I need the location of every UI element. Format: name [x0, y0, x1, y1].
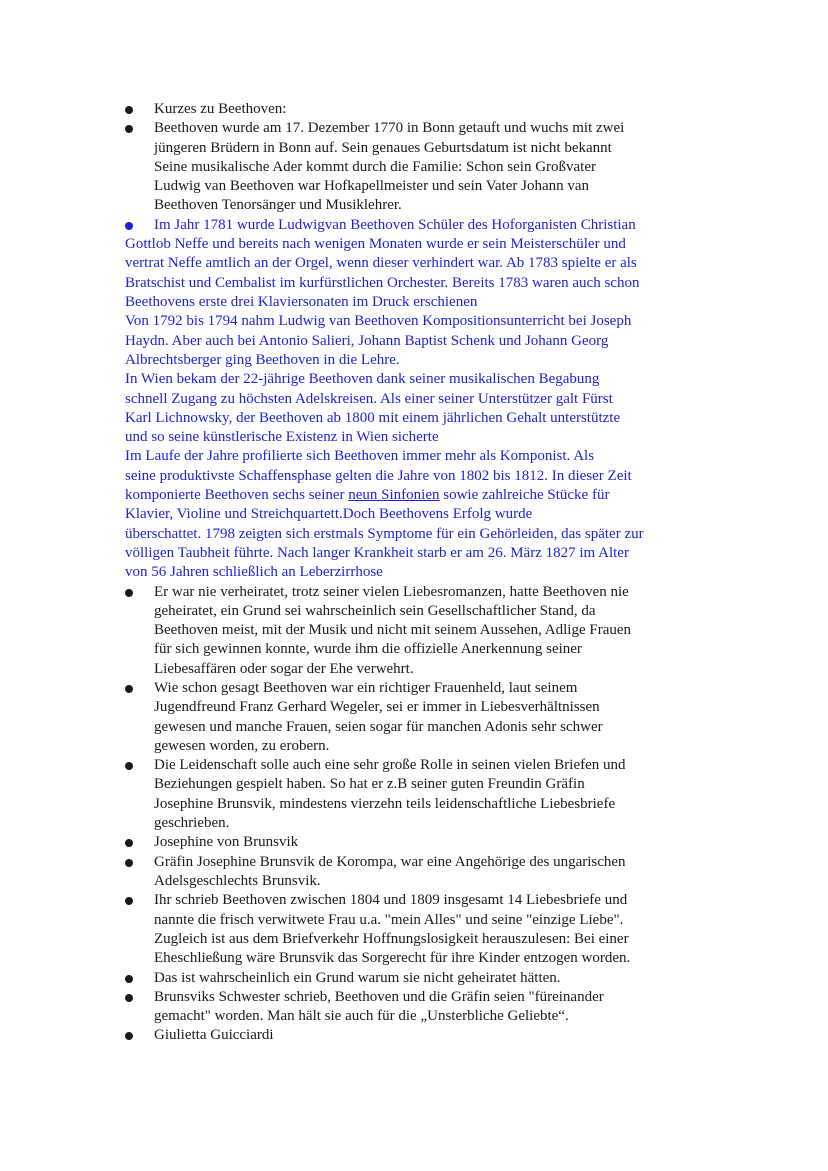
bullet-text: [154, 1026, 705, 1045]
bullet-text: [154, 679, 705, 756]
paragraph-line: schnell Zugang zu höchsten Adelskreisen. Als einer seiner Unterstützer galt Fürst: [125, 390, 613, 407]
bullet-item-blue: [125, 216, 705, 235]
paragraph-line: Albrechtsberger ging Beethoven in die Lehre.: [125, 351, 400, 368]
bullet-icon: [125, 106, 133, 114]
text-line: geschrieben.: [154, 815, 230, 832]
bullet-text: [154, 583, 705, 679]
text-line: Beethoven Tenorsänger und Musiklehrer.: [154, 197, 402, 214]
bullet-text: [154, 100, 705, 119]
bullet-text: [154, 853, 705, 892]
bullet-icon: [125, 897, 133, 905]
text-line: geheiratet, ein Grund sei wahrscheinlich sein Gesellschaftlicher Stand, da: [154, 602, 596, 619]
bullet-icon: [125, 839, 133, 847]
paragraph-line: überschattet. 1798 zeigten sich erstmals Symptome für ein Gehörleiden, das später zur: [125, 525, 644, 542]
paragraph-line: Gottlob Neffe und bereits nach wenigen Monaten wurde er sein Meisterschüler und: [125, 236, 626, 253]
bullet-text: [154, 119, 705, 215]
bullet-item: [125, 969, 705, 988]
text-line: Beethoven wurde am 17. Dezember 1770 in Bonn getauft und wuchs mit zwei: [154, 120, 625, 137]
text-line: Ludwig van Beethoven war Hofkapellmeister und sein Vater Johann van: [154, 178, 590, 195]
bullet-item: [125, 100, 705, 119]
paragraph-line: Haydn. Aber auch bei Antonio Salieri, Johann Baptist Schenk und Johann Georg: [125, 332, 609, 349]
paragraph-line: vertrat Neffe amtlich an der Orgel, wenn dieser verhindert war. Ab 1783 spielte er als: [125, 255, 637, 272]
bullet-item: [125, 1026, 705, 1045]
bullet-item: [125, 833, 705, 852]
bullet-text: [154, 891, 705, 968]
bullet-icon: [125, 125, 133, 133]
bullet-item: [125, 853, 705, 892]
text-line: Beziehungen gespielt haben. So hat er z.B seiner guten Freundin Gräfin: [154, 776, 585, 793]
text-line: Zugleich ist aus dem Briefverkehr Hoffnungslosigkeit herauszulesen: Bei einer: [154, 930, 629, 947]
bullet-text: [154, 756, 705, 833]
paragraph-line: [125, 486, 715, 505]
text-span: sowie zahlreiche Stücke für: [439, 487, 610, 503]
bullet-item: [125, 756, 705, 833]
text-line: Er war nie verheiratet, trotz seiner vielen Liebesromanzen, hatte Beethoven nie: [154, 583, 629, 600]
text-line: Kurzes zu Beethoven:: [154, 101, 287, 117]
bullet-icon: [125, 589, 133, 597]
text-line: gewesen und manche Frauen, seien sogar für manchen Adonis sehr schwer: [154, 718, 603, 735]
text-line: Im Jahr 1781 wurde Ludwigvan Beethoven Schüler des Hoforganisten Christian: [154, 216, 636, 233]
text-line: Seine musikalische Ader kommt durch die Familie: Schon sein Großvater: [154, 158, 596, 175]
text-line: gewesen worden, zu erobern.: [154, 737, 330, 754]
paragraph-line: und so seine künstlerische Existenz in Wien sicherte: [125, 429, 439, 446]
text-line: Das ist wahrscheinlich ein Grund warum sie nicht geheiratet hätten.: [154, 969, 561, 986]
text-line: Eheschließung wäre Brunsvik das Sorgerecht für ihre Kinder entzogen worden.: [154, 950, 631, 967]
paragraph-line: von 56 Jahren schließlich an Leberzirrhose: [125, 564, 383, 581]
text-line: Ihr schrieb Beethoven zwischen 1804 und 1809 insgesamt 14 Liebesbriefe und: [154, 892, 628, 909]
text-line: Jugendfreund Franz Gerhard Wegeler, sei er immer in Liebesverhältnissen: [154, 699, 600, 716]
paragraph-line: Im Laufe der Jahre profilierte sich Beethoven immer mehr als Komponist. Als: [125, 448, 595, 465]
bullet-text: [154, 969, 705, 988]
paragraph-line: völligen Taubheit führte. Nach langer Krankheit starb er am 26. März 1827 im Alter: [125, 544, 629, 561]
text-line: Beethoven meist, mit der Musik und nicht mit seinem Aussehen, Adlige Frauen: [154, 622, 632, 639]
bullet-item: [125, 891, 705, 968]
bullet-item: [125, 679, 705, 756]
bullet-icon: [125, 685, 133, 693]
bullet-icon: [125, 1032, 133, 1040]
paragraph-line: Beethovens erste drei Klaviersonaten im Druck erschienen: [125, 294, 478, 310]
text-line: für sich gewinnen konnte, wurde ihm die offizielle Anerkennung seiner: [154, 641, 582, 658]
text-line: Josephine Brunsvik, mindestens vierzehn teils leidenschaftliche Liebesbriefe: [154, 795, 616, 812]
bullet-icon: [125, 975, 133, 983]
paragraph-line: In Wien bekam der 22-jährige Beethoven dank seiner musikalischen Begabung: [125, 371, 600, 388]
bullet-icon: [125, 859, 133, 867]
paragraph-line: seine produktivste Schaffensphase gelten die Jahre von 1802 bis 1812. In dieser Zeit: [125, 467, 632, 484]
paragraph-line: Klavier, Violine und Streichquartett.Doch Beethovens Erfolg wurde: [125, 506, 533, 523]
text-line: nannte die frisch verwitwete Frau u.a. "mein Alles" und seine "einzige Liebe".: [154, 911, 624, 928]
text-line: gemacht" worden. Man hält sie auch für die „Unsterbliche Geliebte“.: [154, 1008, 569, 1025]
bullet-item: [125, 119, 705, 215]
text-line: Josephine von Brunsvik: [154, 834, 299, 851]
bullet-icon: [125, 762, 133, 770]
bullet-item: [125, 583, 705, 679]
text-line: jüngeren Brüdern in Bonn auf. Sein genaues Geburtsdatum ist nicht bekannt: [154, 139, 612, 156]
paragraph-line: Karl Lichnowsky, der Beethoven ab 1800 mit einem jährlichen Gehalt unterstützte: [125, 409, 621, 426]
text-line: Adelsgeschlechts Brunsvik.: [154, 872, 321, 889]
text-line: Giulietta Guicciardi: [154, 1027, 274, 1044]
paragraph-line: Bratschist und Cembalist im kurfürstlichen Orchester. Bereits 1783 waren auch schon: [125, 274, 640, 291]
text-span: komponierte Beethoven sechs seiner: [125, 487, 349, 503]
sinfonien-link[interactable]: neun Sinfonien: [348, 487, 440, 503]
bullet-text: [154, 833, 705, 852]
bullet-text: [154, 216, 705, 235]
text-line: Gräfin Josephine Brunsvik de Korompa, war eine Angehörige des ungarischen: [154, 853, 626, 870]
bullet-item: [125, 988, 705, 1027]
text-line: Brunsviks Schwester schrieb, Beethoven und die Gräfin seien "füreinander: [154, 988, 604, 1005]
bullet-text: [154, 988, 705, 1027]
paragraph-line: Von 1792 bis 1794 nahm Ludwig van Beethoven Kompositionsunterricht bei Joseph: [125, 313, 632, 330]
bullet-icon: [125, 222, 133, 230]
text-line: Liebesaffären oder sogar der Ehe verwehrt.: [154, 660, 414, 677]
text-line: Die Leidenschaft solle auch eine sehr große Rolle in seinen vielen Briefen und: [154, 757, 626, 774]
bullet-icon: [125, 994, 133, 1002]
text-line: Wie schon gesagt Beethoven war ein richtiger Frauenheld, laut seinem: [154, 680, 578, 696]
